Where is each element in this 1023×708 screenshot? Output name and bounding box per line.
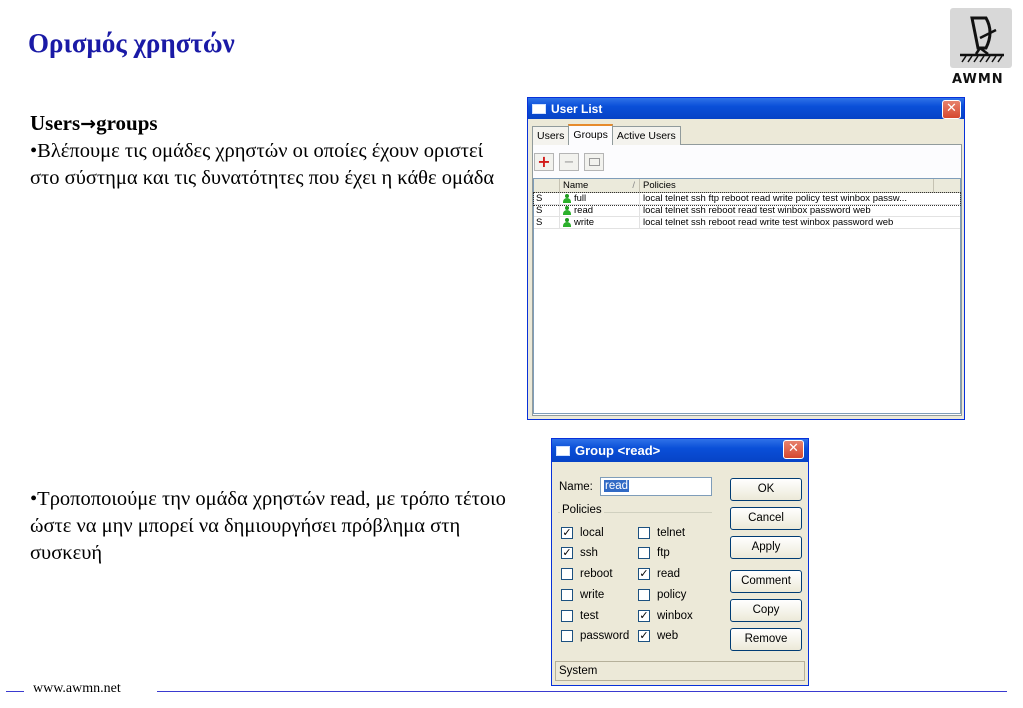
group-icon — [563, 194, 571, 203]
arrow-right-icon: → — [80, 113, 97, 135]
checkbox-box: ✓ — [562, 546, 572, 559]
footer-url: www.awmn.net — [33, 681, 121, 696]
row-name — [560, 217, 640, 228]
checkbox-ftp[interactable] — [638, 547, 670, 559]
checkbox-label: telnet — [657, 527, 686, 539]
row-policies: local telnet ssh reboot read test winbox password web — [643, 205, 871, 216]
group-icon — [563, 206, 571, 215]
sort-icon: / — [632, 180, 635, 191]
checkbox-write[interactable] — [561, 589, 604, 601]
table-row[interactable] — [534, 205, 960, 217]
logo-text: AWMN — [952, 72, 1004, 87]
window-icon — [532, 104, 546, 114]
name-input-value: read — [605, 480, 629, 492]
checkbox-winbox[interactable] — [638, 610, 693, 622]
name-label: Name: — [559, 481, 593, 493]
group-dialog-body — [552, 462, 808, 685]
logo-emblem — [950, 8, 1012, 68]
close-icon[interactable]: ✕ — [783, 440, 804, 459]
checkbox-box — [561, 589, 573, 601]
comment-button[interactable] — [584, 153, 604, 171]
cancel-button[interactable]: Cancel — [730, 507, 802, 530]
footer-divider — [157, 691, 1007, 692]
bullet-groups-description: •Βλέπουμε τις ομάδες χρηστών οι οποίες έχουν οριστεί στο σύστημα και τις δυνατότητες που έχει η κάθε ομάδα — [30, 140, 495, 189]
plus-icon: + — [537, 152, 551, 171]
policies-legend: Policies — [562, 504, 602, 516]
toolbar — [534, 153, 604, 171]
row-name-text: write — [574, 216, 595, 228]
column-header-flag[interactable] — [534, 179, 560, 192]
checkbox-password[interactable] — [561, 630, 629, 642]
column-header-spare — [934, 179, 960, 192]
group-dialog-titlebar[interactable] — [552, 439, 808, 462]
checkbox-policy[interactable] — [638, 589, 686, 601]
checkbox-label: write — [580, 589, 605, 601]
tab-active-users[interactable]: Active Users — [612, 126, 681, 145]
close-icon[interactable]: ✕ — [942, 100, 961, 119]
checkbox-box — [561, 610, 573, 622]
checkbox-box — [561, 630, 573, 642]
name-input[interactable] — [600, 477, 712, 496]
slide-title: Ορισμός χρηστών — [28, 28, 235, 58]
tab-users[interactable]: Users — [532, 126, 569, 145]
row-name — [560, 205, 640, 216]
group-dialog-title: Group <read> — [575, 443, 661, 458]
column-header-policies[interactable]: Policies — [640, 179, 934, 192]
checkbox-label: ftp — [657, 547, 670, 559]
checkbox-label: policy — [657, 589, 687, 601]
checkbox-label: read — [657, 568, 681, 580]
status-bar: System — [555, 661, 805, 681]
checkbox-label: local — [580, 527, 604, 539]
checkbox-box — [638, 547, 650, 559]
checkbox-reboot[interactable] — [561, 568, 613, 580]
ok-button[interactable]: OK — [730, 478, 802, 501]
subheading-users: Users — [30, 111, 81, 135]
table-header — [534, 179, 960, 193]
footer-divider-left — [6, 691, 24, 692]
awmn-logo — [948, 8, 1018, 88]
checkbox-label: test — [580, 610, 599, 622]
remove-button[interactable]: Remove — [730, 628, 802, 651]
tab-groups[interactable]: Groups — [568, 124, 612, 145]
group-dialog — [551, 438, 809, 686]
checkbox-test[interactable] — [561, 610, 599, 622]
checkbox-box: ✓ — [639, 609, 649, 622]
comment-button[interactable]: Comment — [730, 570, 802, 593]
bullet-modify-description: •Τροποποιούμε την ομάδα χρηστών read, με τρόπο τέτοιο ώστε να μην μπορεί να δημιουργήσει πρόβλημα στη συσκευή — [30, 488, 506, 564]
add-button[interactable] — [534, 153, 554, 171]
checkbox-label: password — [580, 630, 630, 642]
table-row[interactable] — [534, 193, 960, 205]
subheading-groups: groups — [96, 111, 158, 135]
minus-icon: − — [563, 154, 575, 170]
row-name — [560, 193, 640, 204]
comment-icon — [589, 158, 600, 166]
checkbox-label: reboot — [580, 568, 613, 580]
checkbox-box — [638, 589, 650, 601]
checkbox-box: ✓ — [639, 567, 649, 580]
checkbox-box — [638, 527, 650, 539]
tab-bar — [532, 125, 680, 145]
text-block-modify — [30, 486, 530, 567]
window-icon — [556, 446, 570, 456]
row-flag: S — [534, 193, 560, 204]
row-flag: S — [534, 217, 560, 228]
subheading — [30, 110, 500, 138]
column-name-label: Name — [563, 180, 589, 191]
user-list-title: User List — [551, 101, 603, 116]
row-policies: local telnet ssh ftp reboot read write policy test winbox passw... — [643, 193, 908, 204]
checkbox-local[interactable] — [561, 527, 604, 539]
checkbox-telnet[interactable] — [638, 527, 685, 539]
checkbox-label: ssh — [580, 547, 598, 559]
antenna-icon — [950, 8, 1012, 68]
checkbox-label: winbox — [657, 610, 693, 622]
copy-button[interactable]: Copy — [730, 599, 802, 622]
group-icon — [563, 218, 571, 227]
checkbox-box — [561, 568, 573, 580]
row-policies: local telnet ssh reboot read write test winbox password web — [643, 217, 894, 228]
row-name-text: full — [574, 192, 587, 204]
row-name-text: read — [574, 204, 594, 216]
checkbox-box: ✓ — [562, 526, 572, 539]
user-list-titlebar[interactable] — [528, 98, 964, 119]
text-block-groups — [30, 110, 500, 192]
checkbox-box: ✓ — [639, 629, 649, 642]
checkbox-ssh[interactable] — [561, 547, 598, 559]
groups-table — [533, 178, 961, 414]
table-row[interactable] — [534, 217, 960, 229]
apply-button[interactable]: Apply — [730, 536, 802, 559]
row-flag: S — [534, 205, 560, 216]
remove-button[interactable] — [559, 153, 579, 171]
checkbox-label: web — [657, 630, 679, 642]
checkbox-web[interactable] — [638, 630, 678, 642]
checkbox-read[interactable] — [638, 568, 680, 580]
column-header-name[interactable] — [560, 179, 640, 192]
user-list-window — [527, 97, 965, 420]
